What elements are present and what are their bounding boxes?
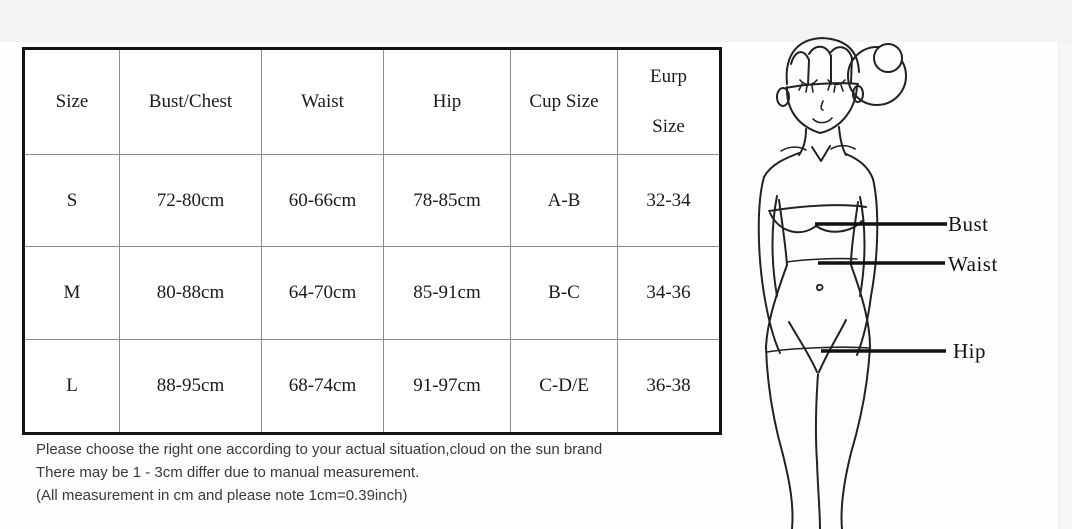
cell-hip: 91-97cm xyxy=(384,340,511,434)
legs-middle-line xyxy=(816,374,820,529)
bangs-scallop-3 xyxy=(831,47,852,58)
cell-bust: 80-88cm xyxy=(120,247,262,340)
right-eye-lash xyxy=(828,84,830,90)
notes-line: Please choose the right one according to your actual situation,cloud on the sun brand xyxy=(36,441,603,458)
face-outline xyxy=(787,86,857,133)
cell-size: S xyxy=(24,155,120,247)
mouth xyxy=(813,118,832,123)
right-eye-lash xyxy=(834,86,835,92)
col-header-bust: Bust/Chest xyxy=(120,49,262,155)
left-arm-inner xyxy=(773,196,778,296)
right-ear xyxy=(853,86,863,102)
hair-outline xyxy=(787,38,859,84)
right-collarbone xyxy=(831,146,855,149)
measure-lines xyxy=(815,224,947,351)
hip-label: Hip xyxy=(953,339,986,363)
cell-bust: 88-95cm xyxy=(120,340,262,434)
col-header-eurp-line2: Size xyxy=(652,116,685,137)
size-chart-table xyxy=(22,47,722,435)
right-arm-outer xyxy=(857,179,877,355)
bikini-line-right xyxy=(819,320,846,372)
table-row xyxy=(24,155,721,247)
cell-waist: 64-70cm xyxy=(262,247,384,340)
left-eye-lash xyxy=(799,84,802,90)
col-header-waist: Waist xyxy=(262,49,384,155)
table-row xyxy=(24,340,721,434)
right-arm-inner xyxy=(860,197,865,296)
col-header-eurp xyxy=(618,49,721,155)
bangs-scallop-2 xyxy=(809,47,831,56)
waist-contour-line xyxy=(787,259,857,262)
right-leg-outer xyxy=(841,347,870,529)
cell-cup: C-D/E xyxy=(511,340,618,434)
hair-bun-inner xyxy=(874,44,902,72)
bikini-line-left xyxy=(789,322,817,372)
cell-eurp: 32-34 xyxy=(618,155,721,247)
cell-hip: 85-91cm xyxy=(384,247,511,340)
bangs-strand-1 xyxy=(808,60,809,85)
left-eye-lash xyxy=(806,86,807,92)
col-header-size: Size xyxy=(24,49,120,155)
fringe-line xyxy=(786,83,858,88)
bangs-scallop-1 xyxy=(791,52,809,64)
right-band xyxy=(1058,42,1072,529)
col-header-hip: Hip xyxy=(384,49,511,155)
left-leg-outer xyxy=(766,347,793,529)
neck-left xyxy=(799,129,806,155)
hip-contour-line xyxy=(767,347,869,352)
hair-bun xyxy=(848,47,906,105)
cell-eurp: 36-38 xyxy=(618,340,721,434)
waist-label: Waist xyxy=(948,252,998,276)
right-breast-curve xyxy=(816,221,862,232)
neck-notch xyxy=(812,146,830,161)
left-eye-lash xyxy=(812,86,813,92)
table-row xyxy=(24,247,721,340)
bust-label: Bust xyxy=(948,212,989,236)
cell-cup: B-C xyxy=(511,247,618,340)
notes-line: There may be 1 - 3cm differ due to manual measurement. xyxy=(36,464,420,481)
top-band xyxy=(0,0,1072,42)
notes-line: (All measurement in cm and please note 1cm=0.39inch) xyxy=(36,487,408,504)
right-torso-outline xyxy=(851,202,870,347)
cell-size: L xyxy=(24,340,120,434)
left-shoulder xyxy=(764,153,799,177)
bangs-strand-3 xyxy=(851,58,852,82)
navel xyxy=(817,285,823,290)
cell-waist: 60-66cm xyxy=(262,155,384,247)
right-eye-lash xyxy=(841,85,843,91)
right-eye xyxy=(828,80,845,85)
cell-eurp: 34-36 xyxy=(618,247,721,340)
cell-size: M xyxy=(24,247,120,340)
col-header-eurp-line1: Eurp xyxy=(650,66,687,87)
left-ear xyxy=(777,88,789,106)
left-torso-outline xyxy=(766,200,787,347)
left-eye xyxy=(800,80,817,85)
notes-block xyxy=(36,438,602,507)
cell-hip: 78-85cm xyxy=(384,155,511,247)
table-header-row xyxy=(24,49,721,155)
cell-cup: A-B xyxy=(511,155,618,247)
woman-figure-drawing xyxy=(755,0,1072,529)
cell-bust: 72-80cm xyxy=(120,155,262,247)
left-arm-outer xyxy=(759,177,780,353)
left-breast-curve xyxy=(770,213,816,232)
col-header-cup: Cup Size xyxy=(511,49,618,155)
bust-top-line xyxy=(769,205,866,211)
woman-figure xyxy=(759,38,906,529)
neck-right xyxy=(839,127,846,155)
right-shoulder xyxy=(846,154,873,179)
cell-waist: 68-74cm xyxy=(262,340,384,434)
left-collarbone xyxy=(781,147,806,151)
nose xyxy=(821,101,823,110)
